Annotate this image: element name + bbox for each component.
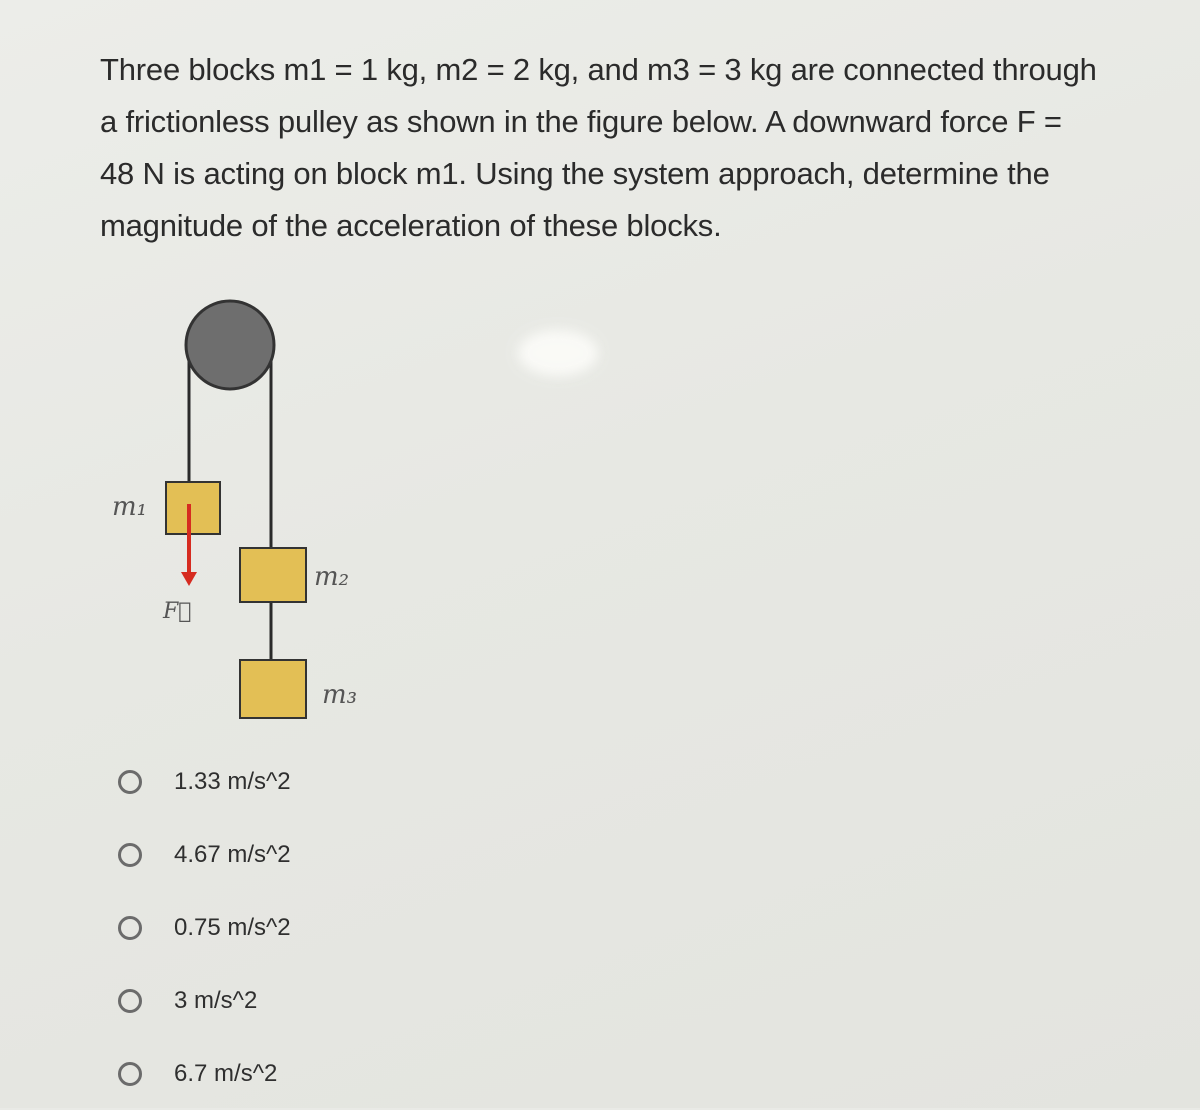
pulley-figure <box>100 290 400 740</box>
radio-button[interactable] <box>118 1062 142 1086</box>
pulley-diagram <box>100 290 400 740</box>
radio-button[interactable] <box>118 770 142 794</box>
answer-option-label[interactable]: 3 m/s^2 <box>174 986 258 1014</box>
question-line: 48 N is acting on block m1. Using the system approach, determine the <box>100 156 1050 191</box>
block-m1 <box>166 482 220 534</box>
question-line: magnitude of the acceleration of these blocks. <box>100 208 722 243</box>
question-line: a frictionless pulley as shown in the figure below. A downward force F = <box>100 104 1062 139</box>
label-m2: m₂ <box>314 562 350 592</box>
answer-option[interactable] <box>118 745 618 818</box>
block-m3 <box>240 660 306 718</box>
force-arrow-head <box>181 572 197 586</box>
radio-button[interactable] <box>118 989 142 1013</box>
answer-option-label[interactable]: 4.67 m/s^2 <box>174 840 291 868</box>
block-m2 <box>240 548 306 602</box>
answer-options <box>118 745 618 1110</box>
answer-option[interactable] <box>118 891 618 964</box>
radio-button[interactable] <box>118 843 142 867</box>
screen-glare <box>518 330 598 376</box>
label-m1: m₁ <box>112 492 148 522</box>
radio-button[interactable] <box>118 916 142 940</box>
answer-option[interactable] <box>118 818 618 891</box>
answer-option-label[interactable]: 6.7 m/s^2 <box>174 1059 278 1087</box>
label-m3: m₃ <box>322 680 358 710</box>
answer-option-label[interactable]: 1.33 m/s^2 <box>174 767 291 795</box>
label-force: F⃗ <box>163 599 192 624</box>
answer-option[interactable] <box>118 1037 618 1110</box>
pulley-wheel <box>186 301 274 389</box>
question-text <box>100 44 1180 252</box>
question-line: Three blocks m1 = 1 kg, m2 = 2 kg, and m3 = 3 kg are connected through <box>100 52 1097 87</box>
answer-option[interactable] <box>118 964 618 1037</box>
answer-option-label[interactable]: 0.75 m/s^2 <box>174 913 291 941</box>
